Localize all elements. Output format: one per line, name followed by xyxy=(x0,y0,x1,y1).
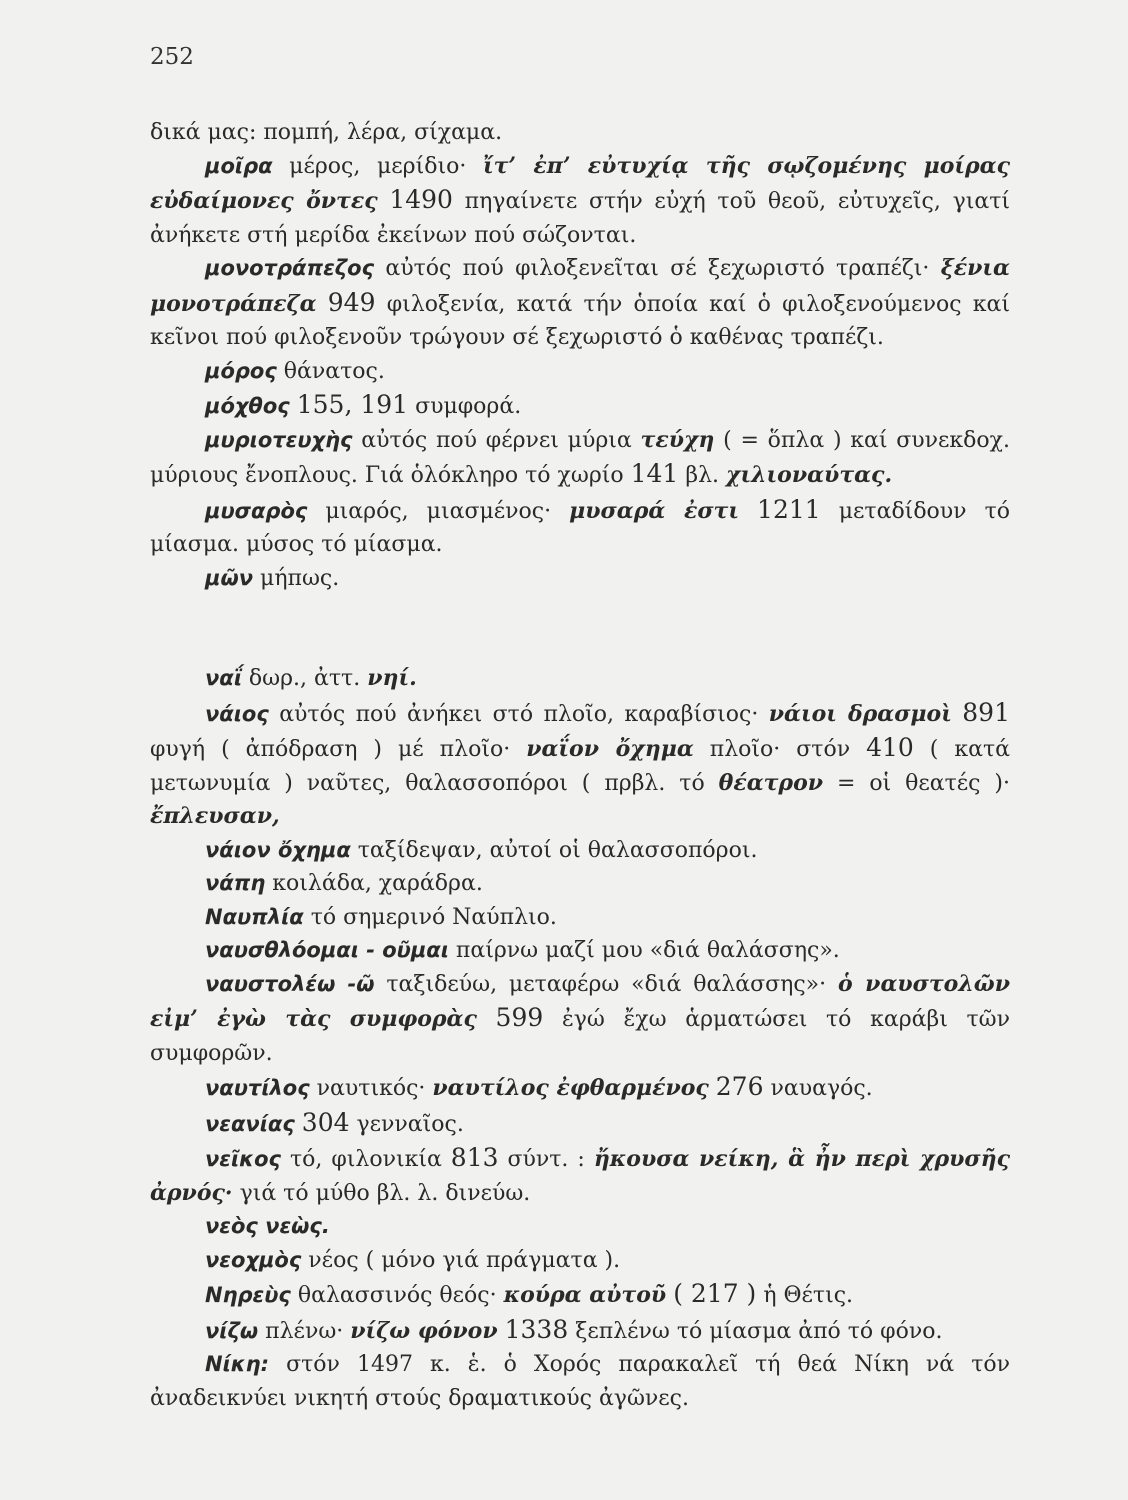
entry-nausthloomai: ναυσθλόομαι - οῦμαι παίρνω μαζί μου «διά θαλάσσης». xyxy=(205,938,840,963)
glossary-text xyxy=(150,116,1010,1415)
entry-neikos: νεῖκος τό, φιλονικία 813 σύντ. : ἤκουσα νείκη, ἃ ἦν περὶ χρυσῆς ἀρνός· γιά τό μύθο βλ. λ. δινεύω. xyxy=(150,1143,1010,1206)
entry-moira: μοῖρα μέρος, μερίδιο· ἴτ’ ἐπ’ εὐτυχίᾳ τῆς σῳζομένης μοίρας εὐδαίμονες ὄντες 1490 πηγαίνετε στήν εὐχή τοῦ θεοῦ, εὐτυχεῖς, γιατί ἀνήκετε στή μερίδα ἐκείνων πού σώζονται. xyxy=(150,152,1011,248)
page-number: 252 xyxy=(150,44,194,70)
entry-mysaros: μυσαρὸς μιαρός, μιασμένος· μυσαρά ἐστι 1211 μεταδίδουν τό μίασμα. μύσος τό μίασμα. xyxy=(150,494,1011,557)
entry-myrioteuches: μυριοτευχὴς αὐτός πού φέρνει μύρια τεύχη ( = ὅπλα ) καί συνεκδοχ. μύριους ἔνοπλους. Γιά ὁλόκληρο τό χωρίο 141 βλ. χιλιοναύτας. xyxy=(150,426,1010,488)
entry-mochthos: μόχθος 155, 191 συμφορά. xyxy=(205,390,522,419)
entry-monotrapezos: μονοτράπεζος αὐτός πού φιλοξενεῖται σέ ξεχωριστό τραπέζι· ξένια μονοτράπεζα 949 φιλοξενία, κατά τήν ὁποία καί ὁ φιλοξενούμενος καί κεῖνοι πού φιλοξενοῦν τρώγουν σέ ξεχωριστό ὁ καθένας τραπέζι. xyxy=(150,255,1010,350)
entry-neanias: νεανίας 304 γενναῖος. xyxy=(205,1107,464,1137)
entry-nauplia: Ναυπλία τό σημερινό Ναύπλιο. xyxy=(205,904,557,930)
entry-naustoleo: ναυστολέω -ῶ ταξιδεύω, μεταφέρω «διά θαλάσσης»· ὁ ναυστολῶν εἰμ’ ἐγὼ τὰς συμφορὰς 599 ἐγώ ἔχω ἁρματώσει τό καράβι τῶν συμφορῶν. xyxy=(150,970,1010,1066)
entry-0: δικά μας: πομπή, λέρα, σίχαμα. xyxy=(150,120,503,145)
entry-naion-ochema: νάιον ὄχημα ταξίδεψαν, αὐτοί οἱ θαλασσοπόροι. xyxy=(205,837,758,863)
section-gap xyxy=(150,595,1010,662)
entry-mon: μῶν μήπως. xyxy=(205,565,340,591)
entry-nizo: νίζω πλένω· νίζω φόνον 1338 ξεπλένω τό μίασμα ἀπό τό φόνο. xyxy=(205,1314,943,1344)
entry-nape: νάπη κοιλάδα, χαράδρα. xyxy=(205,871,483,896)
entry-neochmos: νεοχμὸς νέος ( μόνο γιά πράγματα ). xyxy=(205,1247,621,1273)
entry-nereus: Νηρεὺς θαλασσινός θεός· κούρα αὐτοῦ ( 217 ) ἡ Θέτις. xyxy=(205,1279,854,1308)
entry-naios: νάιος αὐτός πού ἀνήκει στό πλοῖο, καραβίσιος· νάιοι δρασμοὶ 891 φυγή ( ἀπόδραση ) μέ πλοῖο· ναΐον ὄχημα πλοῖο· στόν 410 ( κατά μετωνυμία ) ναῦτες, θαλασσοπόροι ( πρβλ. τό θέατρον = οἱ θεατές )· ἔπλευσαν, xyxy=(150,697,1011,829)
entry-nike: Νίκη: στόν 1497 κ. ἑ. ὁ Χορός παρακαλεῖ τή θεά Νίκη νά τόν ἀναδεικνύει νικητή στούς δραματικούς ἀγῶνες. xyxy=(150,1352,1010,1411)
entry-nai: ναΐ δωρ., ἀττ. νηί. xyxy=(205,665,417,691)
entry-neos: νεὸς νεὼς. xyxy=(205,1214,330,1238)
entry-nautilos: ναυτίλος ναυτικός· ναυτίλος ἐφθαρμένος 276 ναυαγός. xyxy=(205,1072,873,1101)
entry-moros: μόρος θάνατος. xyxy=(205,358,385,384)
